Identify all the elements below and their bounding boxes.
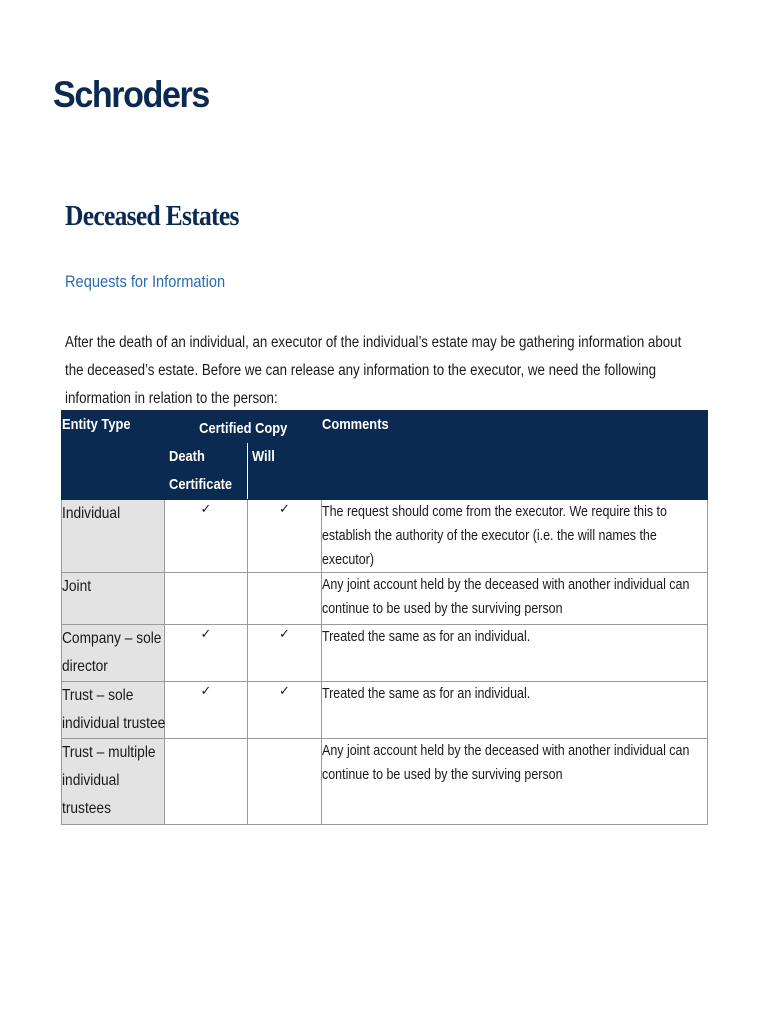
header-will: Will	[247, 443, 321, 499]
will-check	[248, 739, 322, 825]
will-check: ✓	[248, 682, 322, 739]
section-subtitle: Requests for Information	[65, 272, 226, 291]
table-header-row	[62, 411, 708, 500]
death-certificate-check: ✓	[165, 500, 248, 573]
entity-cell: Company – sole director	[62, 625, 165, 682]
table-row	[62, 682, 708, 739]
will-check: ✓	[248, 625, 322, 682]
schroders-logo: Schroders	[53, 74, 209, 115]
entity-cell: Trust – multiple individual trustees	[62, 739, 165, 825]
death-certificate-check: ✓	[165, 682, 248, 739]
entity-cell: Individual	[62, 500, 165, 573]
header-comments: Comments	[322, 411, 708, 500]
death-certificate-check: ✓	[165, 625, 248, 682]
header-death-certificate: Death Certificate	[169, 448, 233, 493]
header-certified-copy: Certified Copy Death Certificate Will	[165, 411, 322, 500]
page-title: Deceased Estates	[65, 200, 239, 232]
requirements-table	[61, 410, 708, 825]
header-entity-type: Entity Type	[62, 411, 165, 500]
comment-cell: Treated the same as for an individual.	[322, 682, 708, 739]
death-certificate-check	[165, 573, 248, 625]
table-row	[62, 573, 708, 625]
comment-cell: Any joint account held by the deceased with another individual can continue to be used by the surviving person	[322, 739, 708, 825]
comment-cell: Any joint account held by the deceased with another individual can continue to be used by the surviving person	[322, 573, 708, 625]
table-row	[62, 739, 708, 825]
comment-cell: Treated the same as for an individual.	[322, 625, 708, 682]
table-row	[62, 625, 708, 682]
entity-cell: Joint	[62, 573, 165, 625]
comment-cell: The request should come from the executor. We require this to establish the authority of the executor (i.e. the will names the executor)	[322, 500, 708, 573]
will-check: ✓	[248, 500, 322, 573]
entity-cell: Trust – sole individual trustee	[62, 682, 165, 739]
intro-paragraph: After the death of an individual, an executor of the individual’s estate may be gathering information about the deceased’s estate. Before we can release any information to the executor, we need the following information in relation to the person:	[65, 334, 682, 407]
table-row	[62, 500, 708, 573]
death-certificate-check	[165, 739, 248, 825]
will-check	[248, 573, 322, 625]
